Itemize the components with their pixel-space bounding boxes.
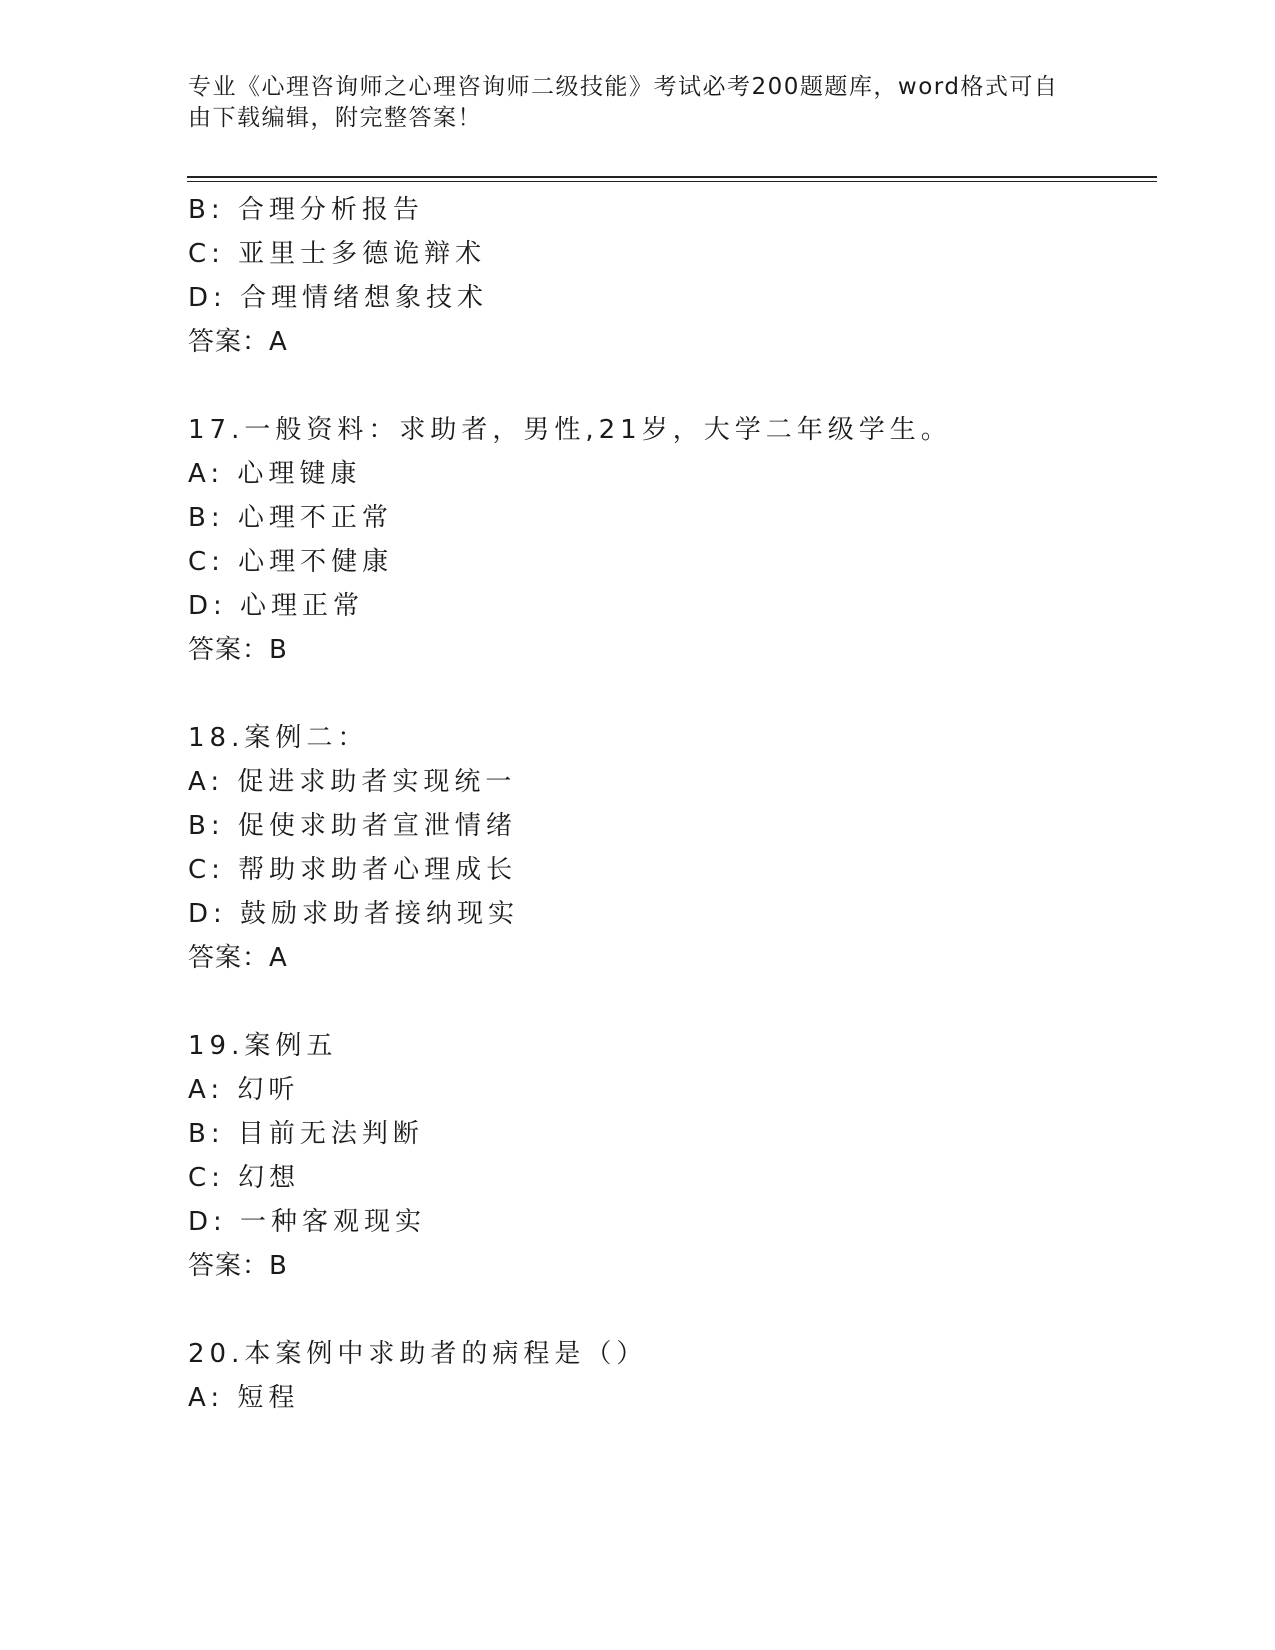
option-c: C: 帮助求助者心理成长 [188, 855, 518, 885]
option-a: A: 幻听 [188, 1075, 300, 1105]
option-c: C: 幻想 [188, 1163, 301, 1193]
question-20: 20.本案例中求助者的病程是（） [188, 1339, 648, 1369]
header-divider-thick [187, 176, 1157, 178]
option-b: B: 合理分析报告 [188, 195, 424, 225]
option-b: B: 促使求助者宣泄情绪 [188, 811, 517, 841]
header-line-1: 专业《心理咨询师之心理咨询师二级技能》考试必考200题题库，word格式可自 [188, 74, 1059, 100]
question-18: 18.案例二： [188, 723, 369, 753]
option-d: D: 一种客观现实 [188, 1207, 427, 1237]
option-d: D: 合理情绪想象技术 [188, 283, 489, 313]
answer-line: 答案：A [188, 327, 288, 357]
answer-line: 答案：A [188, 943, 288, 973]
option-b: B: 心理不正常 [188, 503, 393, 533]
option-a: A: 心理键康 [188, 459, 362, 489]
option-d: D: 鼓励求助者接纳现实 [188, 899, 520, 929]
option-c: C: 心理不健康 [188, 547, 394, 577]
header-line-2: 由下载编辑，附完整答案！ [188, 105, 482, 131]
answer-line: 答案：B [188, 1251, 288, 1281]
document-header [188, 72, 1068, 134]
header-divider-thin [187, 181, 1157, 182]
option-a: A: 促进求助者实现统一 [188, 767, 517, 797]
option-a: A: 短程 [188, 1383, 300, 1413]
option-b: B: 目前无法判断 [188, 1119, 424, 1149]
question-17: 17.一般资料：求助者，男性,21岁，大学二年级学生。 [188, 415, 952, 445]
option-c: C: 亚里士多德诡辩术 [188, 239, 487, 269]
answer-line: 答案：B [188, 635, 288, 665]
option-d: D: 心理正常 [188, 591, 365, 621]
question-19: 19.案例五 [188, 1031, 338, 1061]
